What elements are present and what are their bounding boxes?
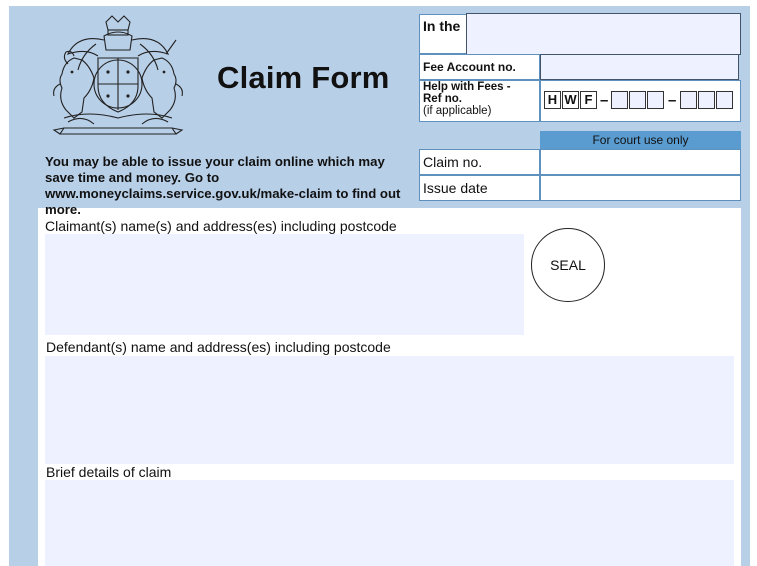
hwf-digit-box[interactable] [680, 91, 697, 109]
hwf-dash-1: – [600, 92, 609, 109]
claim-details-field[interactable] [45, 480, 734, 566]
court-name-field[interactable] [466, 13, 741, 55]
hwf-dash-2: – [668, 92, 677, 109]
hwf-label-line1: Help with Fees - [423, 81, 511, 93]
hwf-prefix-f: F [580, 91, 597, 109]
royal-coat-of-arms-icon [38, 14, 198, 138]
fee-account-field[interactable] [540, 54, 739, 80]
claim-no-field[interactable] [540, 149, 741, 175]
issue-date-field[interactable] [540, 175, 741, 201]
hwf-digit-box[interactable] [716, 91, 733, 109]
online-claim-notice: You may be able to issue your claim online which may save time and money. Go to www.moneyclaims.service.gov.uk/make-claim to find out more. [45, 154, 401, 217]
hwf-label-line3: (if applicable) [423, 105, 492, 117]
hwf-label [423, 81, 511, 117]
claim-no-label: Claim no. [423, 154, 483, 170]
issue-date-label: Issue date [423, 180, 488, 196]
form-title: Claim Form [217, 60, 390, 95]
court-use-only-header: For court use only [540, 131, 741, 149]
hwf-digit-box[interactable] [629, 91, 646, 109]
hwf-digit-box[interactable] [647, 91, 664, 109]
hwf-label-line2: Ref no. [423, 93, 462, 105]
in-the-label: In the [423, 18, 461, 34]
defendant-field[interactable] [45, 356, 734, 464]
fee-account-label: Fee Account no. [423, 60, 516, 74]
claim-details-label: Brief details of claim [46, 464, 172, 480]
claimant-label: Claimant(s) name(s) and address(es) including postcode [45, 218, 397, 234]
defendant-label: Defendant(s) name and address(es) including postcode [46, 339, 391, 355]
seal-circle: SEAL [531, 228, 605, 302]
hwf-digit-box[interactable] [611, 91, 628, 109]
hwf-prefix-h: H [544, 91, 561, 109]
hwf-digit-box[interactable] [698, 91, 715, 109]
hwf-prefix-w: W [562, 91, 579, 109]
claimant-field[interactable] [45, 234, 524, 335]
